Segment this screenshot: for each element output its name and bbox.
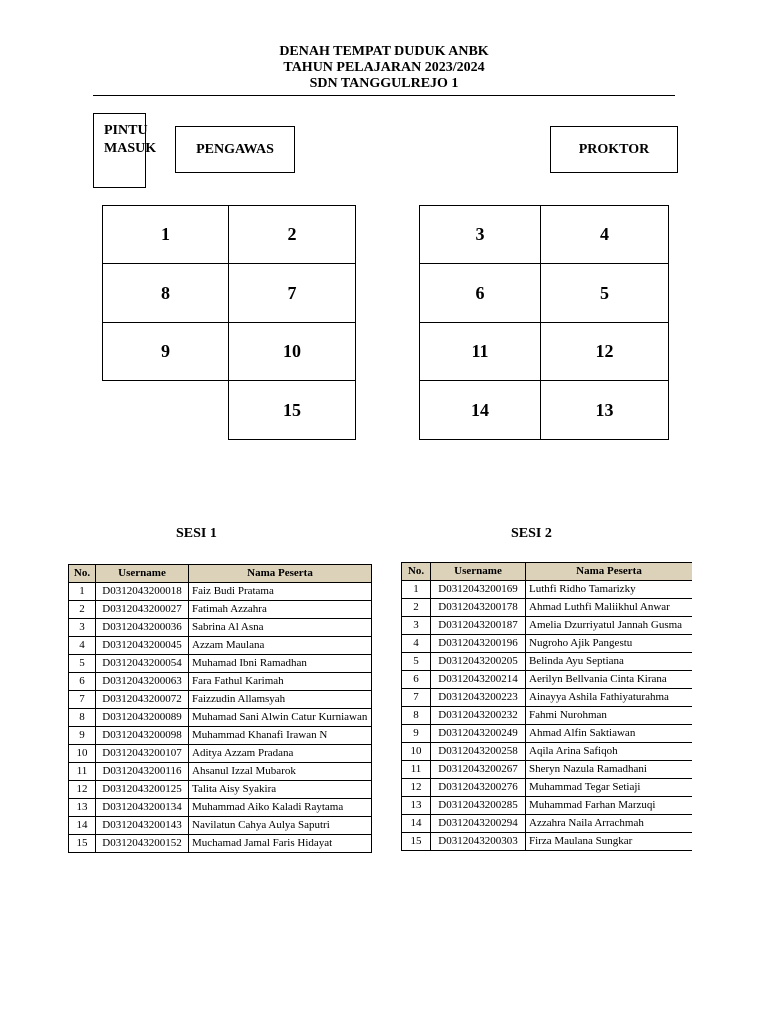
seat-3: 3 [419,205,541,264]
cell-username: D0312043200152 [96,835,189,853]
table-row [402,671,693,689]
cell-username: D0312043200276 [431,779,526,797]
table-row [402,653,693,671]
cell-no: 10 [69,745,96,763]
table-row [402,761,693,779]
cell-username: D0312043200125 [96,781,189,799]
cell-no: 6 [402,671,431,689]
seat-7: 7 [228,263,356,323]
cell-username: D0312043200285 [431,797,526,815]
column-header-no: No. [402,563,431,581]
table-row [402,599,693,617]
table-row [69,601,372,619]
cell-no: 5 [69,655,96,673]
cell-no: 4 [69,637,96,655]
cell-nama: Muhamad Sani Alwin Catur Kurniawan [189,709,372,727]
cell-no: 13 [402,797,431,815]
cell-username: D0312043200267 [431,761,526,779]
cell-nama: Aqila Arina Safiqoh [526,743,693,761]
seat-15: 15 [228,380,356,440]
cell-no: 11 [402,761,431,779]
header-school: SDN TANGGULREJO 1 [309,76,459,91]
table-row [402,743,693,761]
cell-no: 1 [69,583,96,601]
cell-username: D0312043200054 [96,655,189,673]
cell-no: 14 [69,817,96,835]
table-row [402,779,693,797]
cell-no: 1 [402,581,431,599]
cell-nama: Muhammad Aiko Kaladi Raytama [189,799,372,817]
cell-username: D0312043200196 [431,635,526,653]
cell-nama: Firza Maulana Sungkar [526,833,693,851]
door-label-line1: PINTU [104,123,148,138]
column-header-nama: Nama Peserta [526,563,693,581]
seat-2: 2 [228,205,356,264]
cell-username: D0312043200089 [96,709,189,727]
cell-no: 6 [69,673,96,691]
seat-1: 1 [102,205,229,264]
cell-username: D0312043200072 [96,691,189,709]
header-divider [93,95,675,96]
cell-nama: Belinda Ayu Septiana [526,653,693,671]
seat-8: 8 [102,263,229,323]
seat-5: 5 [540,263,669,323]
cell-nama: Ainayya Ashila Fathiyaturahma [526,689,693,707]
table-row [402,725,693,743]
cell-nama: Faizzudin Allamsyah [189,691,372,709]
cell-username: D0312043200303 [431,833,526,851]
cell-nama: Navilatun Cahya Aulya Saputri [189,817,372,835]
supervisor-desk: PENGAWAS [175,126,295,173]
sesi1-title: SESI 1 [176,526,217,541]
table-row [69,763,372,781]
cell-username: D0312043200018 [96,583,189,601]
door-label-line2: MASUK [104,141,157,156]
cell-nama: Aerilyn Bellvania Cinta Kirana [526,671,693,689]
cell-username: D0312043200205 [431,653,526,671]
cell-nama: Amelia Dzurriyatul Jannah Gusma [526,617,693,635]
cell-username: D0312043200027 [96,601,189,619]
table-row [402,833,693,851]
cell-no: 11 [69,763,96,781]
cell-no: 2 [69,601,96,619]
cell-nama: Muchamad Jamal Faris Hidayat [189,835,372,853]
cell-nama: Fahmi Nurohman [526,707,693,725]
cell-nama: Luthfi Ridho Tamarizky [526,581,693,599]
cell-no: 8 [69,709,96,727]
cell-nama: Faiz Budi Pratama [189,583,372,601]
column-header-no: No. [69,565,96,583]
cell-nama: Ahmad Alfin Saktiawan [526,725,693,743]
seat-10: 10 [228,322,356,381]
seat-4: 4 [540,205,669,264]
table-row [69,709,372,727]
cell-nama: Muhamad Ibni Ramadhan [189,655,372,673]
column-header-username: Username [431,563,526,581]
seat-11: 11 [419,322,541,381]
cell-nama: Azzam Maulana [189,637,372,655]
cell-username: D0312043200134 [96,799,189,817]
sesi2-table [401,562,692,851]
seat-14: 14 [419,380,541,440]
cell-no: 9 [69,727,96,745]
table-row [402,635,693,653]
header-year: TAHUN PELAJARAN 2023/2024 [283,60,485,75]
cell-username: D0312043200116 [96,763,189,781]
table-row [69,745,372,763]
proctor-desk: PROKTOR [550,126,678,173]
table-header-row [69,565,372,583]
table-row [402,689,693,707]
table-row [69,655,372,673]
seat-6: 6 [419,263,541,323]
cell-nama: Sabrina Al Asna [189,619,372,637]
table-row [69,691,372,709]
seat-13: 13 [540,380,669,440]
cell-no: 5 [402,653,431,671]
cell-no: 3 [402,617,431,635]
table-row [69,817,372,835]
cell-nama: Aditya Azzam Pradana [189,745,372,763]
cell-username: D0312043200258 [431,743,526,761]
entrance-door [93,113,157,188]
table-row [69,727,372,745]
cell-nama: Talita Aisy Syakira [189,781,372,799]
table-row [69,583,372,601]
cell-nama: Muhammad Farhan Marzuqi [526,797,693,815]
table-header-row [402,563,693,581]
cell-username: D0312043200169 [431,581,526,599]
table-row [402,707,693,725]
table-row [69,637,372,655]
cell-username: D0312043200187 [431,617,526,635]
seat-12: 12 [540,322,669,381]
header-title: DENAH TEMPAT DUDUK ANBK [279,44,489,59]
cell-username: D0312043200249 [431,725,526,743]
cell-no: 10 [402,743,431,761]
cell-username: D0312043200143 [96,817,189,835]
table-row [402,797,693,815]
cell-username: D0312043200214 [431,671,526,689]
column-header-username: Username [96,565,189,583]
cell-username: D0312043200098 [96,727,189,745]
cell-nama: Muhammad Khanafi Irawan N [189,727,372,745]
cell-username: D0312043200232 [431,707,526,725]
cell-nama: Azzahra Naila Arrachmah [526,815,693,833]
cell-username: D0312043200036 [96,619,189,637]
table-row [69,619,372,637]
cell-no: 15 [69,835,96,853]
cell-nama: Ahmad Luthfi Maliikhul Anwar [526,599,693,617]
cell-no: 2 [402,599,431,617]
cell-no: 8 [402,707,431,725]
table-row [402,617,693,635]
cell-no: 12 [402,779,431,797]
cell-username: D0312043200223 [431,689,526,707]
cell-no: 15 [402,833,431,851]
cell-no: 12 [69,781,96,799]
cell-no: 3 [69,619,96,637]
cell-nama: Sheryn Nazula Ramadhani [526,761,693,779]
table-row [69,673,372,691]
table-row [402,581,693,599]
table-row [402,815,693,833]
seat-9: 9 [102,322,229,381]
cell-no: 9 [402,725,431,743]
document-header [0,44,768,92]
cell-username: D0312043200063 [96,673,189,691]
cell-username: D0312043200178 [431,599,526,617]
cell-nama: Fatimah Azzahra [189,601,372,619]
column-header-nama: Nama Peserta [189,565,372,583]
cell-username: D0312043200045 [96,637,189,655]
cell-nama: Nugroho Ajik Pangestu [526,635,693,653]
sesi1-table [68,564,372,853]
sesi2-title: SESI 2 [511,526,552,541]
table-row [69,835,372,853]
cell-no: 13 [69,799,96,817]
cell-no: 14 [402,815,431,833]
cell-no: 7 [69,691,96,709]
cell-nama: Fara Fathul Karimah [189,673,372,691]
cell-nama: Muhammad Tegar Setiaji [526,779,693,797]
cell-no: 4 [402,635,431,653]
cell-username: D0312043200294 [431,815,526,833]
table-row [69,799,372,817]
cell-no: 7 [402,689,431,707]
cell-nama: Ahsanul Izzal Mubarok [189,763,372,781]
table-row [69,781,372,799]
cell-username: D0312043200107 [96,745,189,763]
